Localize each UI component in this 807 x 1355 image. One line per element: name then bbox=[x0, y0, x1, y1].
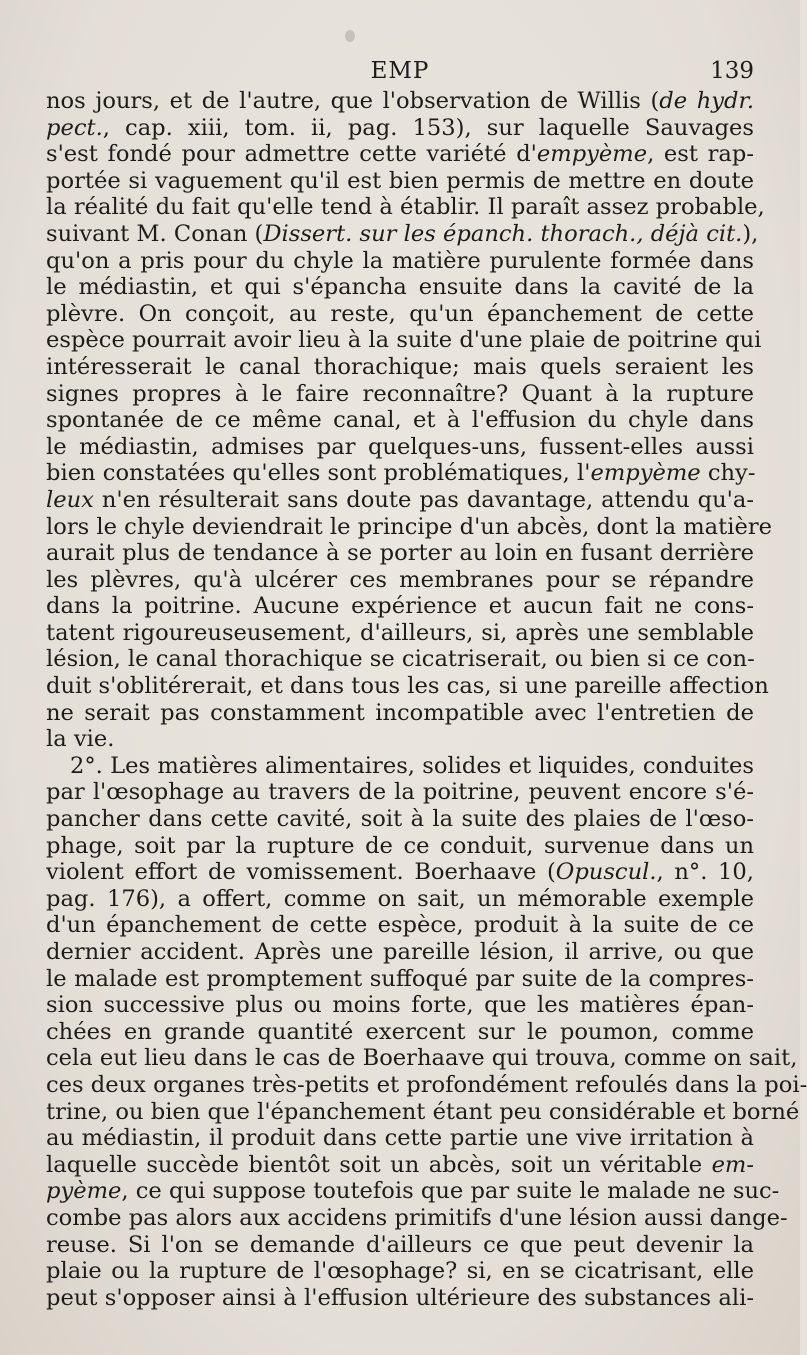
text-line: espèce pourrait avoir lieu à la suite d'une plaie de poitrine qui bbox=[46, 327, 762, 354]
text-line: pect., cap. xiii, tom. ii, pag. 153), sur laquelle Sauvages bbox=[46, 114, 754, 141]
text-line: la réalité du fait qu'elle tend à établir. Il paraît assez probable, bbox=[46, 194, 765, 221]
page-header bbox=[46, 58, 754, 88]
text-line: le malade est promptement suffoqué par suite de la compres- bbox=[46, 965, 754, 992]
text-line: les plèvres, qu'à ulcérer ces membranes pour se répandre bbox=[46, 566, 754, 593]
text-line: qu'on a pris pour du chyle la matière purulente formée dans bbox=[46, 247, 754, 274]
text-line: ne serait pas constamment incompatible avec l'entretien de bbox=[46, 699, 754, 726]
text-line: le médiastin, et qui s'épancha ensuite dans la cavité de la bbox=[46, 274, 754, 301]
text-line: chées en grande quantité exercent sur le poumon, comme bbox=[46, 1018, 754, 1045]
text-line: pag. 176), a offert, comme on sait, un mémorable exemple bbox=[46, 885, 754, 912]
text-line: sion successive plus ou moins forte, que les matières épan- bbox=[46, 992, 754, 1019]
text-line: duit s'oblitérerait, et dans tous les cas, si une pareille affection bbox=[46, 673, 769, 700]
text-line: pancher dans cette cavité, soit à la suite des plaies de l'œso- bbox=[46, 806, 754, 833]
text-line: tatent rigoureuseusement, d'ailleurs, si, après une semblable bbox=[46, 619, 754, 646]
text-line: suivant M. Conan (Dissert. sur les épanch. thorach., déjà cit.), bbox=[46, 220, 759, 247]
text-line: combe pas alors aux accidens primitifs d'une lésion aussi dange- bbox=[46, 1204, 788, 1231]
body-text bbox=[46, 88, 807, 1311]
text-line: le médiastin, admises par quelques-uns, fussent-elles aussi bbox=[46, 433, 754, 460]
text-line: dernier accident. Après une pareille lésion, il arrive, ou que bbox=[46, 939, 754, 965]
text-line: aurait plus de tendance à se porter au loin en fusant derrière bbox=[46, 540, 754, 567]
text-line: dans la poitrine. Aucune expérience et aucun fait ne cons- bbox=[46, 593, 754, 620]
ink-smudge bbox=[345, 30, 355, 42]
text-line: trine, ou bien que l'épanchement étant peu considérable et borné bbox=[46, 1098, 800, 1125]
text-line: intéresserait le canal thorachique; mais quels seraient les bbox=[46, 353, 754, 380]
text-line: pyème, ce qui suppose toutefois que par suite le malade ne suc- bbox=[46, 1178, 780, 1205]
text-line: phage, soit par la rupture de ce conduit, survenue dans un bbox=[46, 832, 754, 859]
text-line: plaie ou la rupture de l'œsophage? si, en se cicatrisant, elle bbox=[46, 1258, 754, 1285]
text-line: reuse. Si l'on se demande d'ailleurs ce que peut devenir la bbox=[46, 1231, 754, 1258]
running-head: EMP bbox=[370, 58, 430, 84]
text-line: 2°. Les matières alimentaires, solides et liquides, conduites bbox=[70, 752, 754, 779]
text-line: lésion, le canal thorachique se cicatriserait, ou bien si ce con- bbox=[46, 646, 755, 673]
text-line: signes propres à le faire reconnaître? Quant à la rupture bbox=[46, 380, 754, 407]
text-line: d'un épanchement de cette espèce, produit à la suite de ce bbox=[46, 912, 754, 939]
text-line: au médiastin, il produit dans cette partie une vive irritation à bbox=[46, 1125, 754, 1152]
text-line: peut s'opposer ainsi à l'effusion ultérieure des substances ali- bbox=[46, 1284, 754, 1311]
text-line: spontanée de ce même canal, et à l'effusion du chyle dans bbox=[46, 407, 754, 434]
page-number: 139 bbox=[710, 58, 754, 84]
text-line: nos jours, et de l'autre, que l'observation de Willis (de hydr. bbox=[46, 88, 754, 114]
text-line: plèvre. On conçoit, au reste, qu'un épanchement de cette bbox=[46, 300, 754, 327]
text-line: laquelle succède bientôt soit un abcès, soit un véritable em- bbox=[46, 1151, 754, 1178]
text-line: leux n'en résulterait sans doute pas davantage, attendu qu'a- bbox=[46, 486, 754, 513]
text-line: bien constatées qu'elles sont problématiques, l'empyème chy- bbox=[46, 460, 756, 487]
text-line: ces deux organes très-petits et profondément refoulés dans la poi- bbox=[46, 1071, 807, 1098]
text-line: s'est fondé pour admettre cette variété d'empyème, est rap- bbox=[46, 141, 754, 168]
text-line: par l'œsophage au travers de la poitrine, peuvent encore s'é- bbox=[46, 779, 754, 806]
text-line: cela eut lieu dans le cas de Boerhaave qui trouva, comme on sait, bbox=[46, 1045, 798, 1072]
text-line: violent effort de vomissement. Boerhaave (Opuscul., n°. 10, bbox=[46, 859, 754, 886]
text-line: lors le chyle deviendrait le principe d'un abcès, dont la matière bbox=[46, 513, 772, 540]
text-line: portée si vaguement qu'il est bien permis de mettre en doute bbox=[46, 167, 754, 194]
text-line: la vie. bbox=[46, 726, 115, 753]
